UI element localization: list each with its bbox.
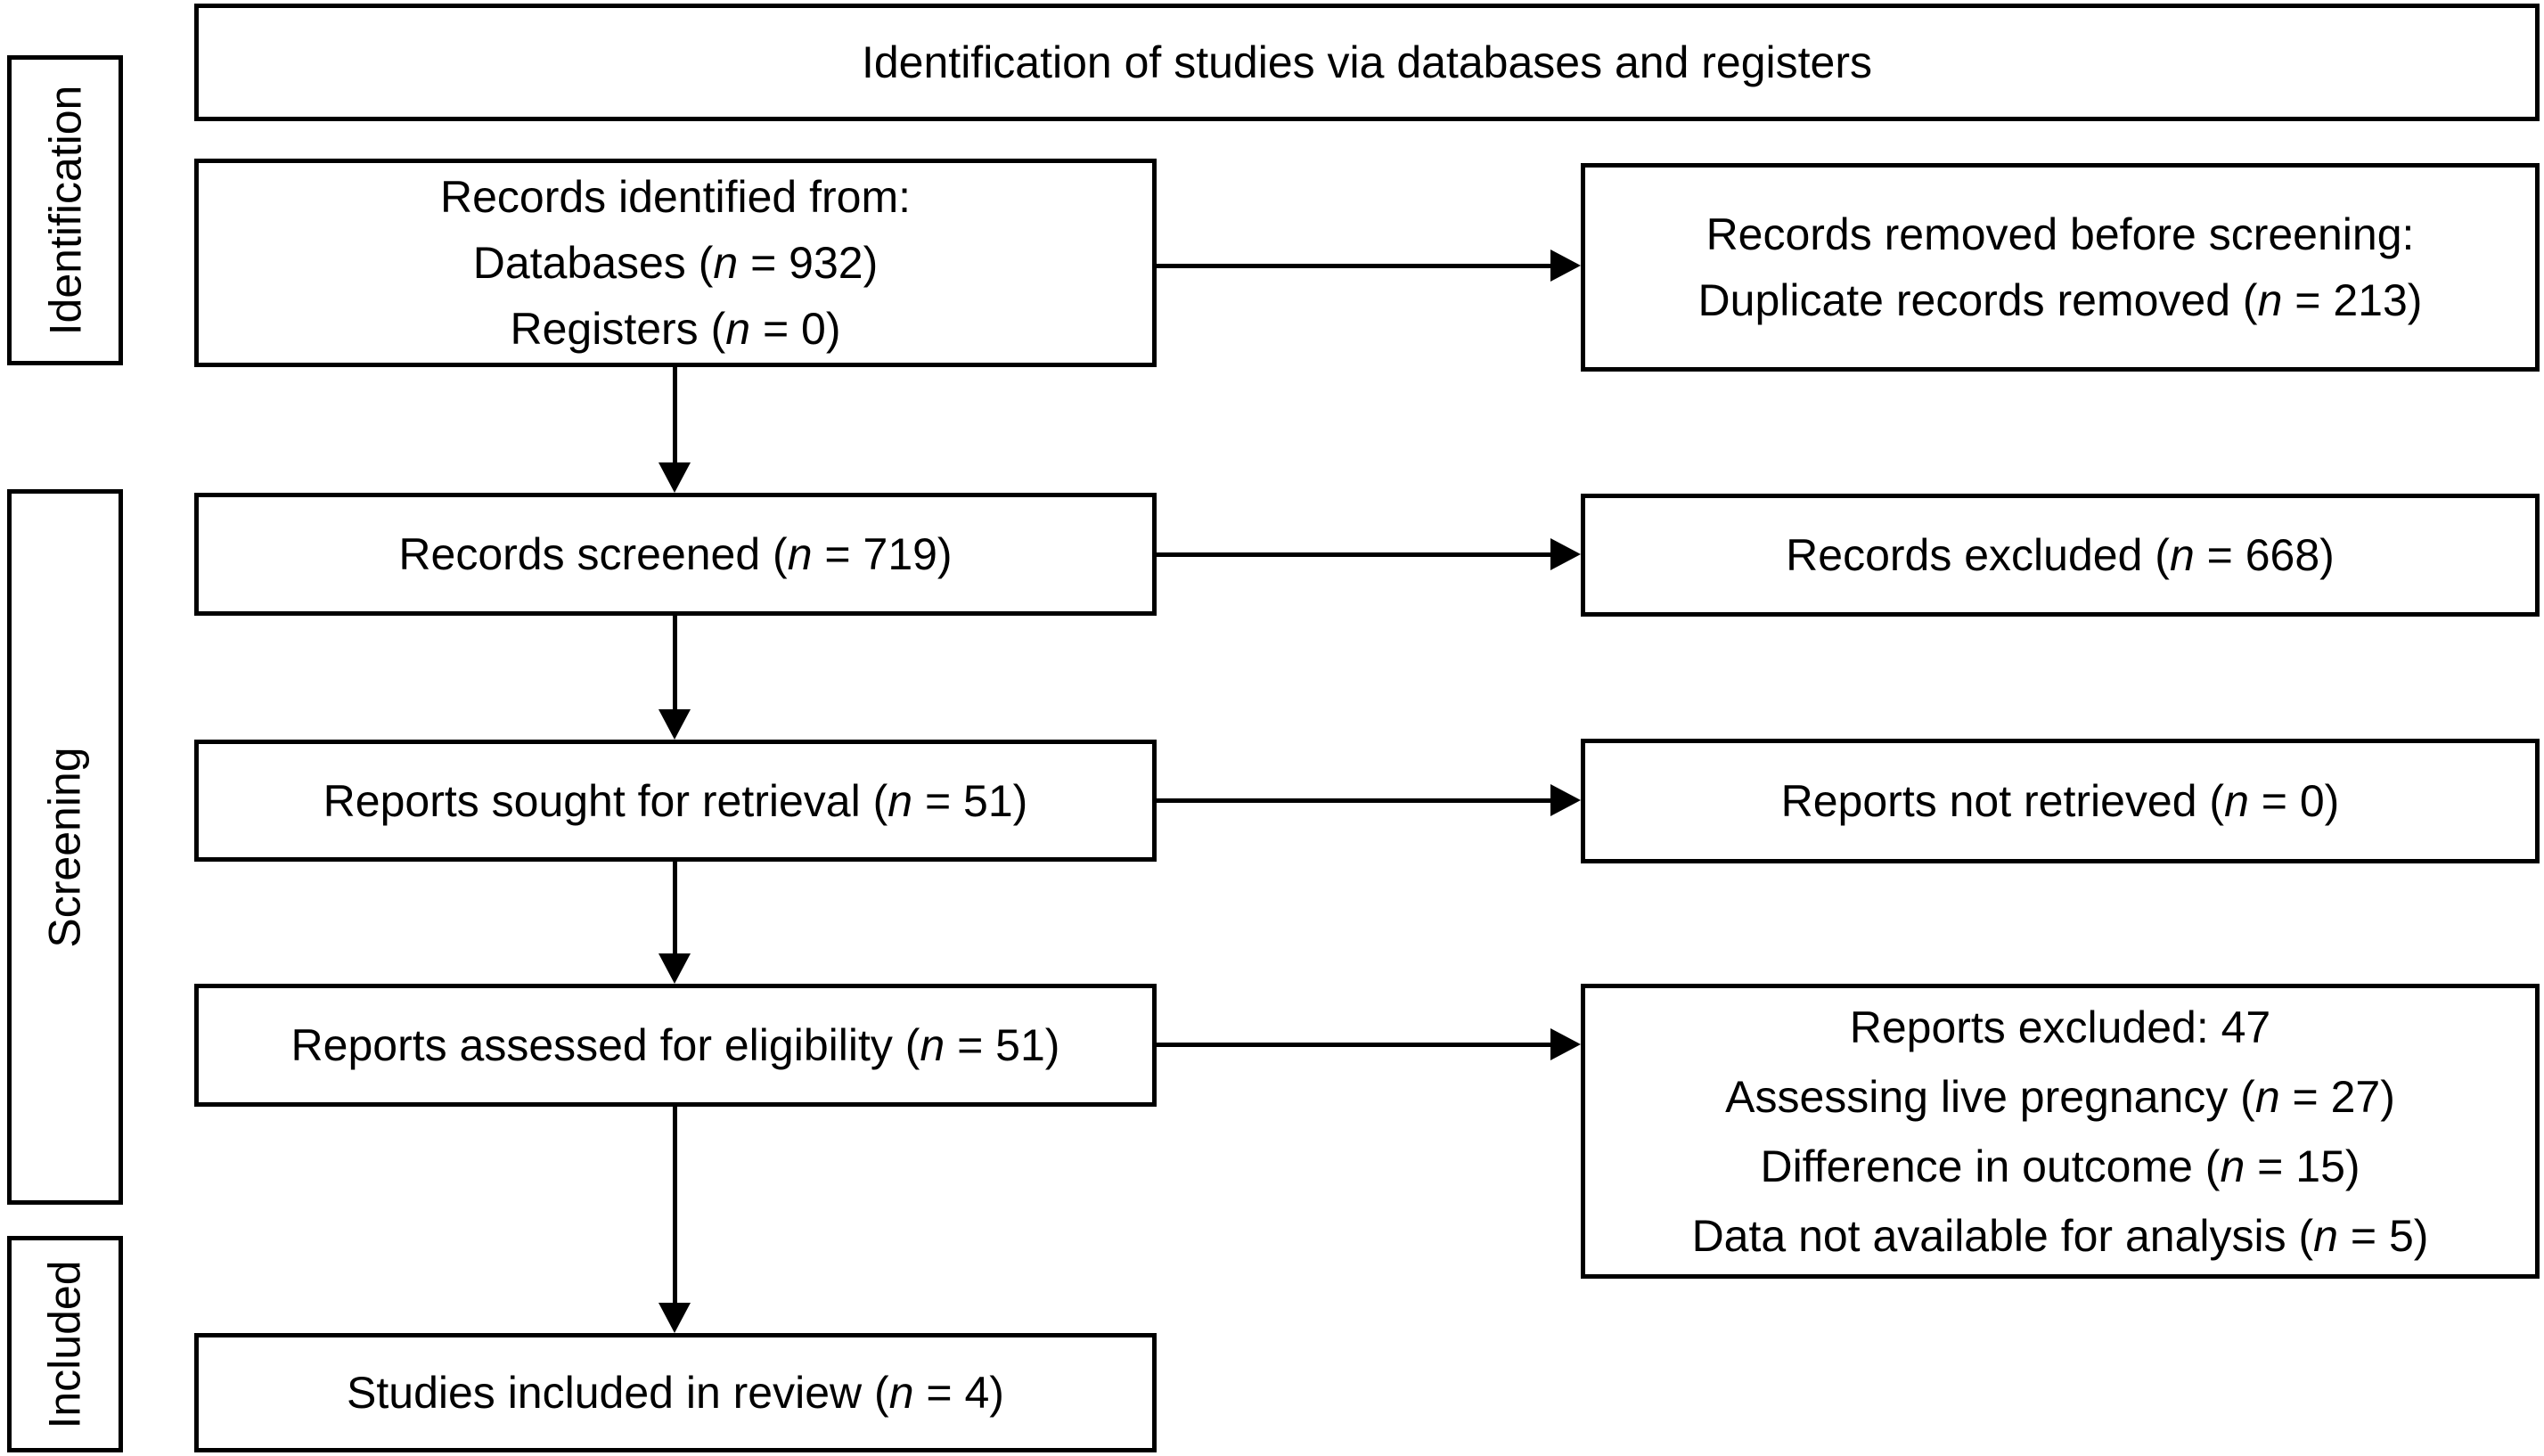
arrow-screened-to-sought [657, 616, 692, 740]
diagram-title: Identification of studies via databases and registers [861, 37, 1872, 87]
stage-label-included: Included [40, 1259, 91, 1429]
box-reports-not-retrieved [1581, 739, 2540, 863]
stage-box-included [7, 1236, 123, 1452]
box-reports-assessed [194, 984, 1157, 1107]
stage-box-identification [7, 55, 123, 365]
box-text-line: Records excluded (n = 668) [1786, 530, 2335, 580]
arrow-screened-to-excluded [1157, 536, 1581, 572]
box-text-line: Reports excluded: 47 [1849, 1002, 2271, 1052]
box-text-line: Reports sought for retrieval (n = 51) [323, 775, 1028, 826]
box-records-screened [194, 493, 1157, 616]
box-text-line: Registers (n = 0) [510, 304, 841, 354]
box-text-line: Duplicate records removed (n = 213) [1697, 275, 2423, 325]
arrow-sought-to-not-retrieved [1157, 782, 1581, 818]
arrow-identified-to-screened [657, 367, 692, 493]
stage-label-identification: Identification [40, 85, 90, 336]
box-studies-included [194, 1333, 1157, 1452]
box-records-identified [194, 159, 1157, 367]
box-text-line: Reports not retrieved (n = 0) [1780, 776, 2340, 826]
box-text-line: Assessing live pregnancy (n = 27) [1725, 1071, 2395, 1122]
box-records-excluded [1581, 494, 2540, 617]
arrow-identified-to-removed [1157, 248, 1581, 283]
stage-box-screening [7, 489, 123, 1205]
box-text-line: Records screened (n = 719) [398, 529, 953, 579]
box-text-line: Studies included in review (n = 4) [347, 1368, 1004, 1418]
box-records-removed [1581, 163, 2540, 372]
box-text-line: Databases (n = 932) [472, 238, 879, 288]
box-reports-sought [194, 740, 1157, 862]
stage-label-screening: Screening [40, 746, 90, 948]
box-reports-excluded [1581, 984, 2540, 1279]
header-box [194, 4, 2540, 121]
arrow-sought-to-assessed [657, 862, 692, 984]
box-text-line: Records identified from: [439, 172, 911, 222]
arrow-assessed-to-included [657, 1107, 692, 1333]
box-text-line: Reports assessed for eligibility (n = 51) [290, 1020, 1060, 1070]
arrow-assessed-to-excluded [1157, 1027, 1581, 1062]
box-text-line: Data not available for analysis (n = 5) [1691, 1210, 2429, 1261]
box-text-line: Difference in outcome (n = 15) [1760, 1141, 2360, 1191]
box-text-line: Records removed before screening: [1706, 209, 2415, 259]
